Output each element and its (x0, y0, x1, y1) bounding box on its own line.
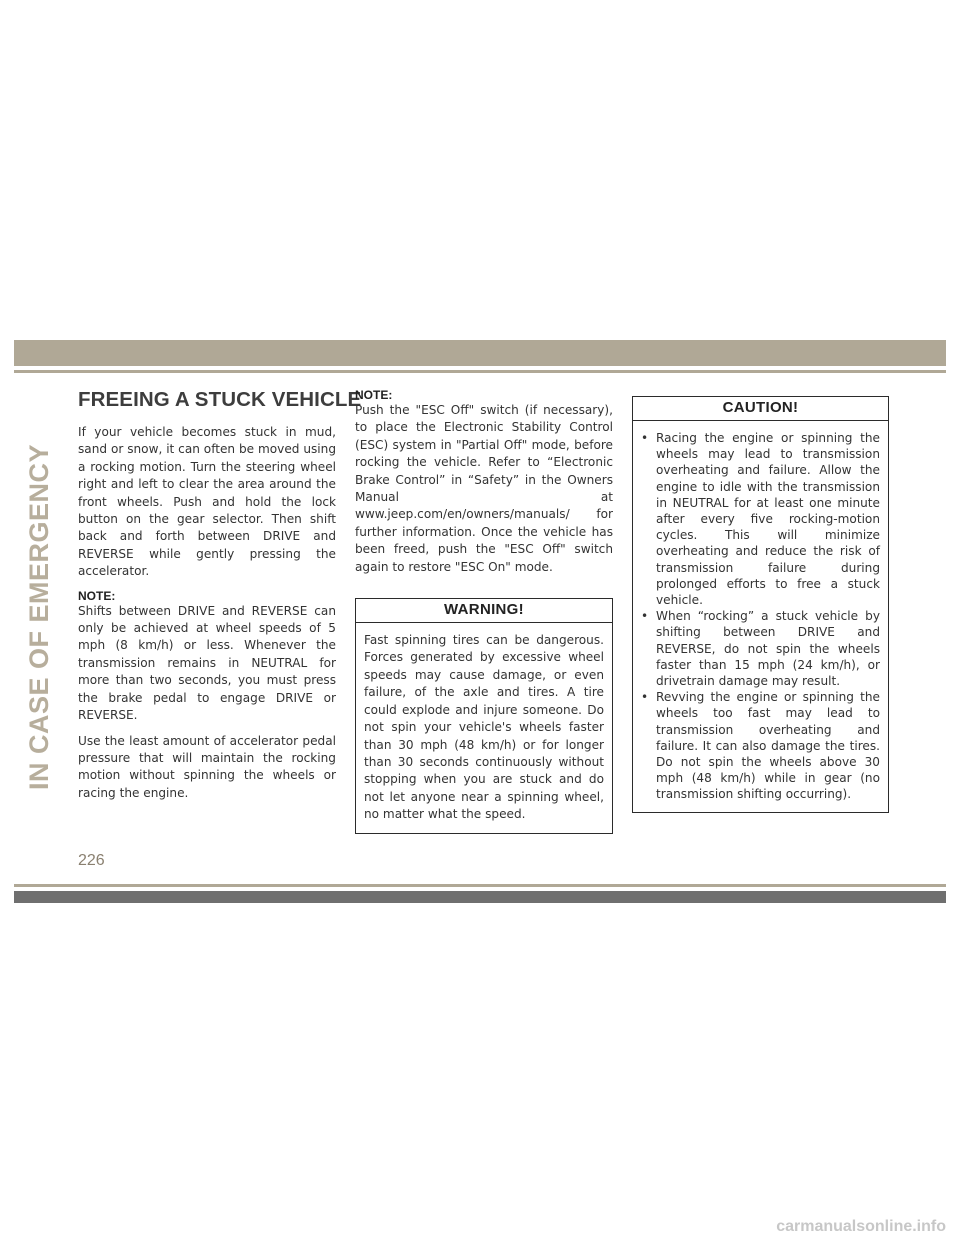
list-item (641, 689, 880, 802)
header-rule (14, 370, 946, 373)
accelerator-paragraph: Use the least amount of accelerator pedal pressure that will maintain the rocking motion without spinning the wheels or racing the engine. (78, 733, 336, 800)
list-item-text: When “rocking” a stuck vehicle by shifting between DRIVE and REVERSE, do not spin the wheels faster than 15 mph (24 km/h), or drivetrain damage may result. (656, 609, 880, 689)
list-item (641, 608, 880, 689)
caution-body (633, 421, 888, 812)
caution-box (632, 396, 889, 813)
page-heading: FREEING A STUCK VEHICLE (78, 388, 362, 411)
intro-paragraph: If your vehicle becomes stuck in mud, sand or snow, it can often be moved using a rocking motion. Turn the steering wheel right and left to clear the area around the front wheels. Push and hold the lock button on the gear selector. Then shift back and forth between DRIVE and REVERSE while gently pressing the accelerator. (78, 425, 336, 579)
column-1 (78, 388, 362, 810)
note-text: Shifts between DRIVE and REVERSE can only be achieved at wheel speeds of 5 mph (8 km/h) or less. Whenever the transmission remains in NEUTRAL for more than two seconds, you must press the brake pedal to engage DRIVE or REVERSE. (78, 603, 336, 723)
bullet: • (641, 609, 649, 624)
list-item-text: Revving the engine or spinning the wheels too fast may lead to transmission overheating and failure. It can also damage the tires. Do not spin the wheels above 30 mph (48 km/h) while in gear (no transmission shifting occurring). (656, 690, 880, 802)
list-item-text: Racing the engine or spinning the wheels may lead to transmission overheating and failure. Allow the engine to idle with the transmission in NEUTRAL for at least one minute after every five rocking-motion cycles. This will minimize overheating and reduce the risk of transmission failure during prolonged efforts to free a stuck vehicle. (656, 431, 880, 608)
section-side-tab (22, 392, 62, 792)
bullet: • (641, 690, 649, 705)
note-label: NOTE: (78, 588, 116, 603)
header-color-band (14, 340, 946, 366)
warning-title: WARNING! (356, 599, 612, 623)
footer-color-band (14, 891, 946, 903)
warning-body (356, 623, 612, 832)
warning-box (355, 598, 613, 833)
column-3 (632, 388, 889, 813)
section-tab-label: IN CASE OF EMERGENCY (24, 443, 54, 790)
warning-text: Fast spinning tires can be dangerous. Forces generated by excessive wheel speeds may cause damage, or even failure, of the axle and tires. A tire could explode and injure someone. Do not spin your vehicle's wheels faster than 30 mph (48 km/h) or for longer than 30 seconds continuously without stopping when you are stuck and do not let anyone near a spinning wheel, no matter what the speed. (364, 633, 604, 822)
note-label: NOTE: (355, 388, 393, 402)
page-number: 226 (78, 852, 105, 869)
footer-rule (14, 884, 946, 887)
watermark: carmanualsonline.info (776, 1218, 946, 1235)
column-2 (355, 388, 613, 834)
caution-title: CAUTION! (633, 397, 888, 421)
esc-note-text: Push the "ESC Off" switch (if necessary), to place the Electronic Stability Control (ESC) system in "Partial Off" mode, before rocking the vehicle. Refer to “Electronic Brake Control” in “Safety” in the Owners Manual at www.jeep.com/en/owners/manuals/ for further information. Once the vehicle has been freed, push the "ESC Off" switch again to restore "ESC On" mode. (355, 403, 613, 574)
list-item (641, 430, 880, 608)
bullet: • (641, 431, 649, 445)
caution-list (641, 430, 880, 803)
